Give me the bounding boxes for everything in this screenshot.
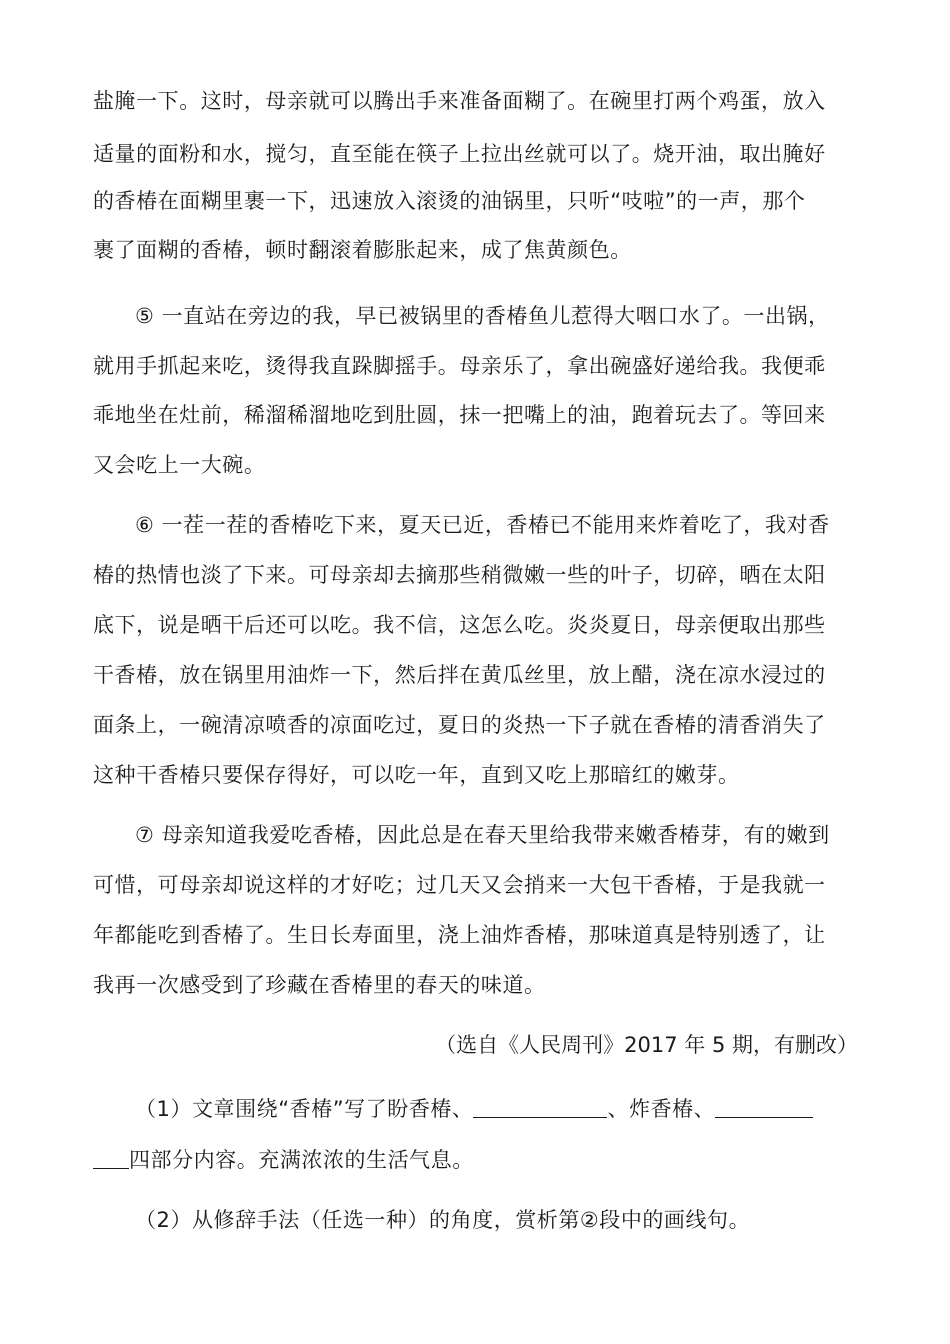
paragraph-5-line-2: 就用手抓起来吃，烫得我直跺脚摇手。母亲乐了，拿出碗盛好递给我。我便乖: [93, 354, 826, 378]
answer-blank-2[interactable]: [715, 1095, 813, 1118]
source-attribution: （选自《人民周刊》2017 年 5 期，有删改）: [435, 1033, 858, 1057]
paragraph-4-line-4: 裹了面糊的香椿，顿时翻滚着膨胀起来，成了焦黄颜色。: [93, 238, 632, 262]
question-1-line-1: [135, 1094, 860, 1124]
paragraph-4-line-2: 适量的面粉和水，搅匀，直至能在筷子上拉出丝就可以了。烧开油，取出腌好: [93, 142, 826, 166]
question-1-text-a: （1）文章围绕“香椿”写了盼香椿、: [135, 1097, 474, 1121]
paragraph-6-line-2: 椿的热情也淡了下来。可母亲却去摘那些稍微嫩一些的叶子，切碎，晒在太阳: [93, 563, 826, 587]
paragraph-4-line-1: 盐腌一下。这时，母亲就可以腾出手来准备面糊了。在碗里打两个鸡蛋，放入: [93, 89, 826, 113]
answer-blank-2-continued[interactable]: [93, 1146, 129, 1169]
paragraph-7-line-1: ⑦ 母亲知道我爱吃香椿，因此总是在春天里给我带来嫩香椿芽，有的嫩到: [135, 823, 830, 847]
paragraph-5-line-4: 又会吃上一大碗。: [93, 453, 266, 477]
paragraph-6-line-6: 这种干香椿只要保存得好，可以吃一年，直到又吃上那暗红的嫩芽。: [93, 763, 740, 787]
paragraph-7-line-3: 年都能吃到香椿了。生日长寿面里，浇上油炸香椿，那味道真是特别透了，让: [93, 923, 826, 947]
answer-blank-1[interactable]: [473, 1095, 607, 1118]
paragraph-6-line-1: ⑥ 一茬一茬的香椿吃下来，夏天已近，香椿已不能用来炸着吃了，我对香: [135, 513, 830, 537]
paragraph-6-line-5: 面条上，一碗清凉喷香的凉面吃过，夏日的炎热一下子就在香椿的清香消失了: [93, 713, 826, 737]
paragraph-5-line-1: ⑤ 一直站在旁边的我，早已被锅里的香椿鱼儿惹得大咽口水了。一出锅，: [135, 304, 830, 328]
paragraph-6-line-3: 底下，说是晒干后还可以吃。我不信，这怎么吃。炎炎夏日，母亲便取出那些: [93, 613, 826, 637]
question-1-line-2: [93, 1145, 863, 1175]
paragraph-7-line-4: 我再一次感受到了珍藏在香椿里的春天的味道。: [93, 973, 546, 997]
paragraph-5-line-3: 乖地坐在灶前，稀溜稀溜地吃到肚圆，抹一把嘴上的油，跑着玩去了。等回来: [93, 403, 826, 427]
question-1-text-c: 四部分内容。充满浓浓的生活气息。: [129, 1148, 474, 1172]
question-2: （2）从修辞手法（任选一种）的角度，赏析第②段中的画线句。: [135, 1208, 751, 1232]
question-1-text-b: 、炸香椿、: [607, 1097, 716, 1121]
paragraph-6-line-4: 干香椿，放在锅里用油炸一下，然后拌在黄瓜丝里，放上醋，浇在凉水浸过的: [93, 663, 826, 687]
paragraph-4-line-3: 的香椿在面糊里裹一下，迅速放入滚烫的油锅里，只听“吱啦”的一声，那个: [93, 189, 806, 213]
paragraph-7-line-2: 可惜，可母亲却说这样的才好吃；过几天又会捎来一大包干香椿，于是我就一: [93, 873, 826, 897]
